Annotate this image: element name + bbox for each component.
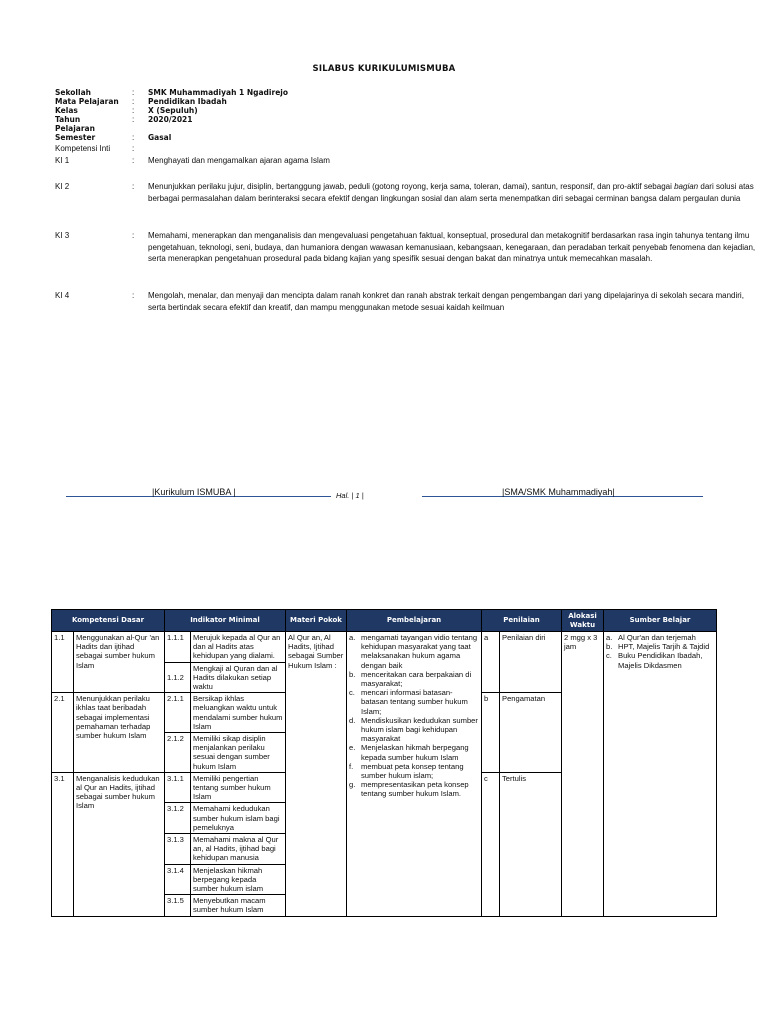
- list-item: d. Mendiskusikan kedudukan sumber hukum islam bagi kehidupan masyarakat: [349, 715, 478, 744]
- list-item: g. mempresentasikan peta konsep tentang sumber hukum Islam.: [349, 780, 469, 799]
- indikator-number: 2.1.2: [165, 733, 191, 773]
- header-penilaian: Penilaian: [482, 610, 562, 632]
- list-item: b. HPT, Majelis Tarjih & Tajdid: [606, 642, 710, 652]
- penilaian-marker: a: [482, 632, 500, 693]
- penilaian-marker: c: [482, 772, 500, 916]
- identity-value: Pendidikan Ibadah: [148, 97, 227, 106]
- ki-text: Mengolah, menalar, dan menyaji dan mencipta dalam ranah konkret dan ranah abstrak terkait dengan pengembangan dari yang dipelajarinya di sekolah secara mandiri, serta bertindak secara efektif dan kreatif, dan mampu menggunakan metode sesuai kaidah keilmuan: [148, 291, 744, 312]
- list-item: f. membuat peta konsep tentang sumber hukum islam;: [349, 761, 464, 781]
- ki-text: Menghayati dan mengamalkan ajaran agama Islam: [148, 156, 330, 165]
- sumber-list: [606, 633, 714, 670]
- ki-label: KI 1: [55, 156, 70, 165]
- header-alokasi: Alokasi Waktu: [562, 610, 604, 632]
- identity-label: Kompetensi Inti: [55, 144, 111, 153]
- kd-text: Menganalisis kedudukan al Qur an Hadits, ijtihad sebagai sumber hukum Islam: [74, 772, 165, 916]
- ki-label: KI 3: [55, 231, 70, 240]
- identity-value: Gasal: [148, 133, 172, 142]
- table-row: [52, 632, 717, 663]
- header-kompetensi-dasar: Kompetensi Dasar: [52, 610, 165, 632]
- ki-text: Memahami, menerapkan dan menganalisis dan mengevaluasi pengetahuan faktual, konseptual, prosedural dan metakognitif berdasarkan rasa ingin tahunya tentang ilmu pengetahuan, teknologi, seni, budaya, dan humaniora dengan wawasan kemanusiaan, kebangsaan, kenegaraan, dan peradaban terkait penyebab fenomena dan kejadian, serta menerapkan pengetahuan prosedural pada bidang kajian yang spesifik sesuai dengan bakat dan minatnya untuk memecahkan masalah.: [148, 231, 756, 264]
- list-item: a. mengamati tayangan vidio tentang kehidupan masyarakat yang taat melaksanakan hukum agama dengan baik: [349, 633, 478, 670]
- indikator-number: 3.1.3: [165, 834, 191, 865]
- ki-text: Menunjukkan perilaku jujur, disiplin, bertanggung jawab, peduli (gotong royong, kerja sama, toleran, damai), santun, responsif, dan pro-aktif sebagai bagian dari solusi atas berbagai permasalahan dalam berinteraksi secara efektif dengan lingkungan sosial dan alam serta menempatkan diri sebagai cerminan bangsa dalam pergaulan dunia: [148, 182, 754, 203]
- identity-label: Semester: [55, 133, 96, 142]
- indikator-number: 1.1.2: [165, 662, 191, 693]
- list-item: c. mencari informasi batasan-batasan tentang sumber hukum Islam;: [349, 688, 468, 716]
- indikator-number: 1.1.1: [165, 632, 191, 663]
- list-item: b. menceritakan cara berpakaian di masyarakat;: [349, 669, 472, 689]
- footer-right: |SMA/SMK Muhammadiyah|: [502, 487, 615, 497]
- header-sumber: Sumber Belajar: [604, 610, 717, 632]
- kd-number: 1.1: [52, 632, 74, 693]
- penilaian-marker: b: [482, 693, 500, 773]
- kd-text: Menunjukkan perilaku ikhlas taat beribadah sebagai implementasi pemahaman terhadap sumber hukum Islam: [74, 693, 165, 773]
- footer-left: |Kurikulum ISMUBA |: [152, 487, 236, 497]
- identity-value: 2020/2021: [148, 115, 193, 124]
- sumber-cell: [604, 632, 717, 917]
- indikator-text: Menjelaskan hikmah berpegang kepada sumber hukum islam: [191, 864, 286, 895]
- indikator-text: Mengkaji al Quran dan al Hadits dilakukan setiap waktu: [191, 662, 286, 693]
- list-item: c. Buku Pendidikan Ibadah, Majelis Dikdasmen: [606, 651, 703, 670]
- indikator-number: 3.1.2: [165, 803, 191, 834]
- indikator-number: 2.1.1: [165, 693, 191, 733]
- pembelajaran-cell: [347, 632, 482, 917]
- indikator-text: Menyebutkan macam sumber hukum Islam: [191, 895, 286, 916]
- indikator-text: Memiliki sikap disiplin menjalankan perilaku sesuai dengan sumber hukum Islam: [191, 733, 286, 773]
- identity-label: Pelajaran: [55, 124, 95, 133]
- list-item: e. Menjelaskan hikmah berpegang kepada sumber hukum Islam: [349, 743, 469, 762]
- header-indikator: Indikator Minimal: [165, 610, 286, 632]
- syllabus-table: [51, 609, 717, 917]
- header-materi: Materi Pokok: [286, 610, 347, 632]
- penilaian-text: Penilaian diri: [500, 632, 562, 693]
- page-number: Hal. | 1 |: [336, 491, 364, 500]
- identity-label: Tahun: [55, 115, 81, 124]
- indikator-number: 3.1.4: [165, 864, 191, 895]
- materi-pokok: Al Qur an, Al Hadits, Ijtihad sebagai Sumber Hukum Islam :: [286, 632, 347, 917]
- indikator-text: Bersikap ikhlas meluangkan waktu untuk mendalami sumber hukum Islam: [191, 693, 286, 733]
- identity-label: Sekollah: [55, 88, 91, 97]
- identity-label: Kelas: [55, 106, 78, 115]
- indikator-text: Memahami kedudukan sumber hukum islam bagi pemeluknya: [191, 803, 286, 834]
- header-pembelajaran: Pembelajaran: [347, 610, 482, 632]
- pembelajaran-list: [349, 633, 479, 799]
- kd-number: 3.1: [52, 772, 74, 916]
- page-title: SILABUS KURIKULUMISMUBA: [312, 64, 456, 74]
- identity-value: SMK Muhammadiyah 1 Ngadirejo: [148, 88, 289, 97]
- penilaian-text: Pengamatan: [500, 693, 562, 773]
- indikator-text: Merujuk kepada al Qur an dan al Hadits atas kehidupan yang dialami.: [191, 632, 286, 663]
- table-header-row: [52, 610, 717, 632]
- list-item: a. Al Qur'an dan terjemah: [606, 633, 696, 642]
- kd-text: Menggunakan al-Qur 'an Hadits dan ijtihad sebagai sumber hukum Islam: [74, 632, 165, 693]
- indikator-text: Memiliki pengertian tentang sumber hukum Islam: [191, 772, 286, 803]
- indikator-text: Memahami makna al Qur an, al Hadits, ijtihad bagi kehidupan manusia: [191, 834, 286, 865]
- identity-label: Mata Pelajaran: [55, 97, 119, 106]
- ki-label: KI 2: [55, 182, 70, 191]
- identity-value: X (Sepuluh): [148, 106, 198, 115]
- alokasi-waktu: 2 mgg x 3 jam: [562, 632, 604, 917]
- indikator-number: 3.1.1: [165, 772, 191, 803]
- penilaian-text: Tertulis: [500, 772, 562, 916]
- indikator-number: 3.1.5: [165, 895, 191, 916]
- ki-label: KI 4: [55, 291, 70, 300]
- kd-number: 2.1: [52, 693, 74, 773]
